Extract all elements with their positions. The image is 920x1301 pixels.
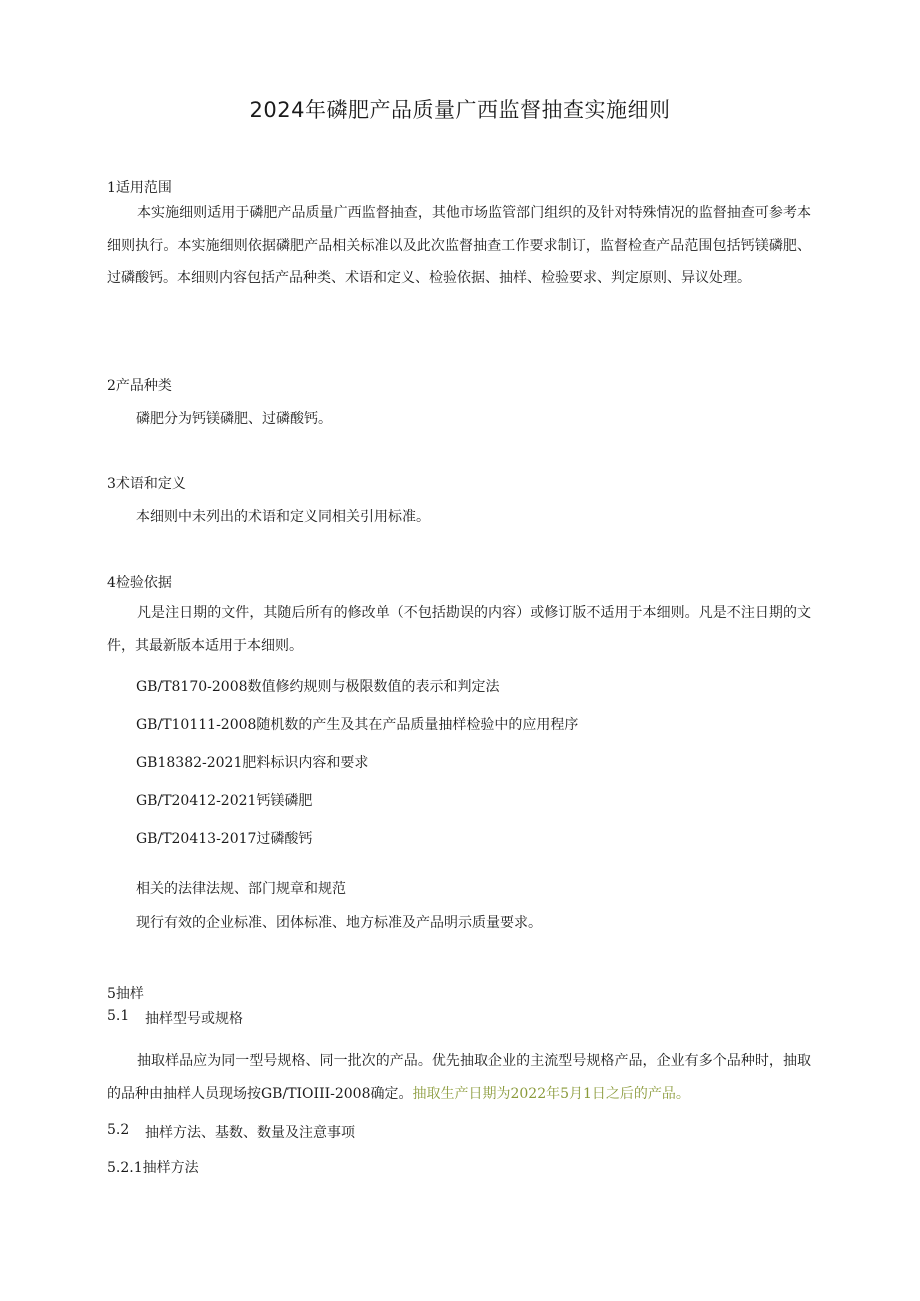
section-5-2-number: 5.2: [107, 1122, 130, 1138]
section-5-1-number: 5.1: [107, 1008, 130, 1024]
section-4-heading: 4检验依据: [107, 575, 172, 591]
section-5-1-paragraph: [107, 1045, 811, 1110]
standard-item: GB/T8170-2008数值修约规则与极限数值的表示和判定法: [136, 679, 500, 695]
section-5-1-text: 抽取样品应为同一型号规格、同一批次的产品。优先抽取企业的主流型号规格产品，企业有多个品种时，抽取的品种由抽样人员现场按GB/TIOIII-2008确定。: [107, 1053, 811, 1102]
standard-item: GB18382-2021肥料标识内容和要求: [136, 755, 369, 771]
section-2-heading: 2产品种类: [107, 378, 172, 394]
standard-item: GB/T20412-2021钙镁磷肥: [136, 793, 313, 809]
section-1-paragraph: 本实施细则适用于磷肥产品质量广西监督抽查，其他市场监管部门组织的及针对特殊情况的监督抽查可参考本细则执行。本实施细则依据磷肥产品相关标准以及此次监督抽查工作要求制订，监督检查产品范围包括钙镁磷肥、过磷酸钙。本细则内容包括产品种类、术语和定义、检验依据、抽样、检验要求、判定原则、异议处理。: [107, 205, 811, 287]
document-title: 2024年磷肥产品质量广西监督抽查实施细则: [249, 98, 671, 122]
section-5-1-title: 抽样型号或规格: [145, 1011, 243, 1027]
section-5-heading: 5抽样: [107, 986, 144, 1002]
section-4-paragraph: 凡是注日期的文件，其随后所有的修改单（不包括勘误的内容）或修订版不适用于本细则。凡是不注日期的文件，其最新版本适用于本细则。: [107, 605, 811, 654]
section-5-2-1-heading: 5.2.1抽样方法: [107, 1160, 199, 1176]
section-1-heading: 1适用范围: [107, 180, 172, 196]
standard-item: GB/T20413-2017过磷酸钙: [136, 831, 313, 847]
section-3-paragraph: 本细则中未列出的术语和定义同相关引用标准。: [136, 509, 430, 525]
standard-item: GB/T10111-2008随机数的产生及其在产品质量抽样检验中的应用程序: [136, 717, 579, 733]
section-5-1-highlight: 抽取生产日期为2022年5月1日之后的产品。: [412, 1085, 690, 1102]
section-5-2-title: 抽样方法、基数、数量及注意事项: [145, 1125, 355, 1141]
section-2-paragraph: 磷肥分为钙镁磷肥、过磷酸钙。: [136, 411, 332, 427]
related-regulations-line: 相关的法律法规、部门规章和规范: [136, 881, 346, 897]
valid-standards-line: 现行有效的企业标准、团体标准、地方标准及产品明示质量要求。: [136, 915, 542, 931]
section-3-heading: 3术语和定义: [107, 476, 186, 492]
